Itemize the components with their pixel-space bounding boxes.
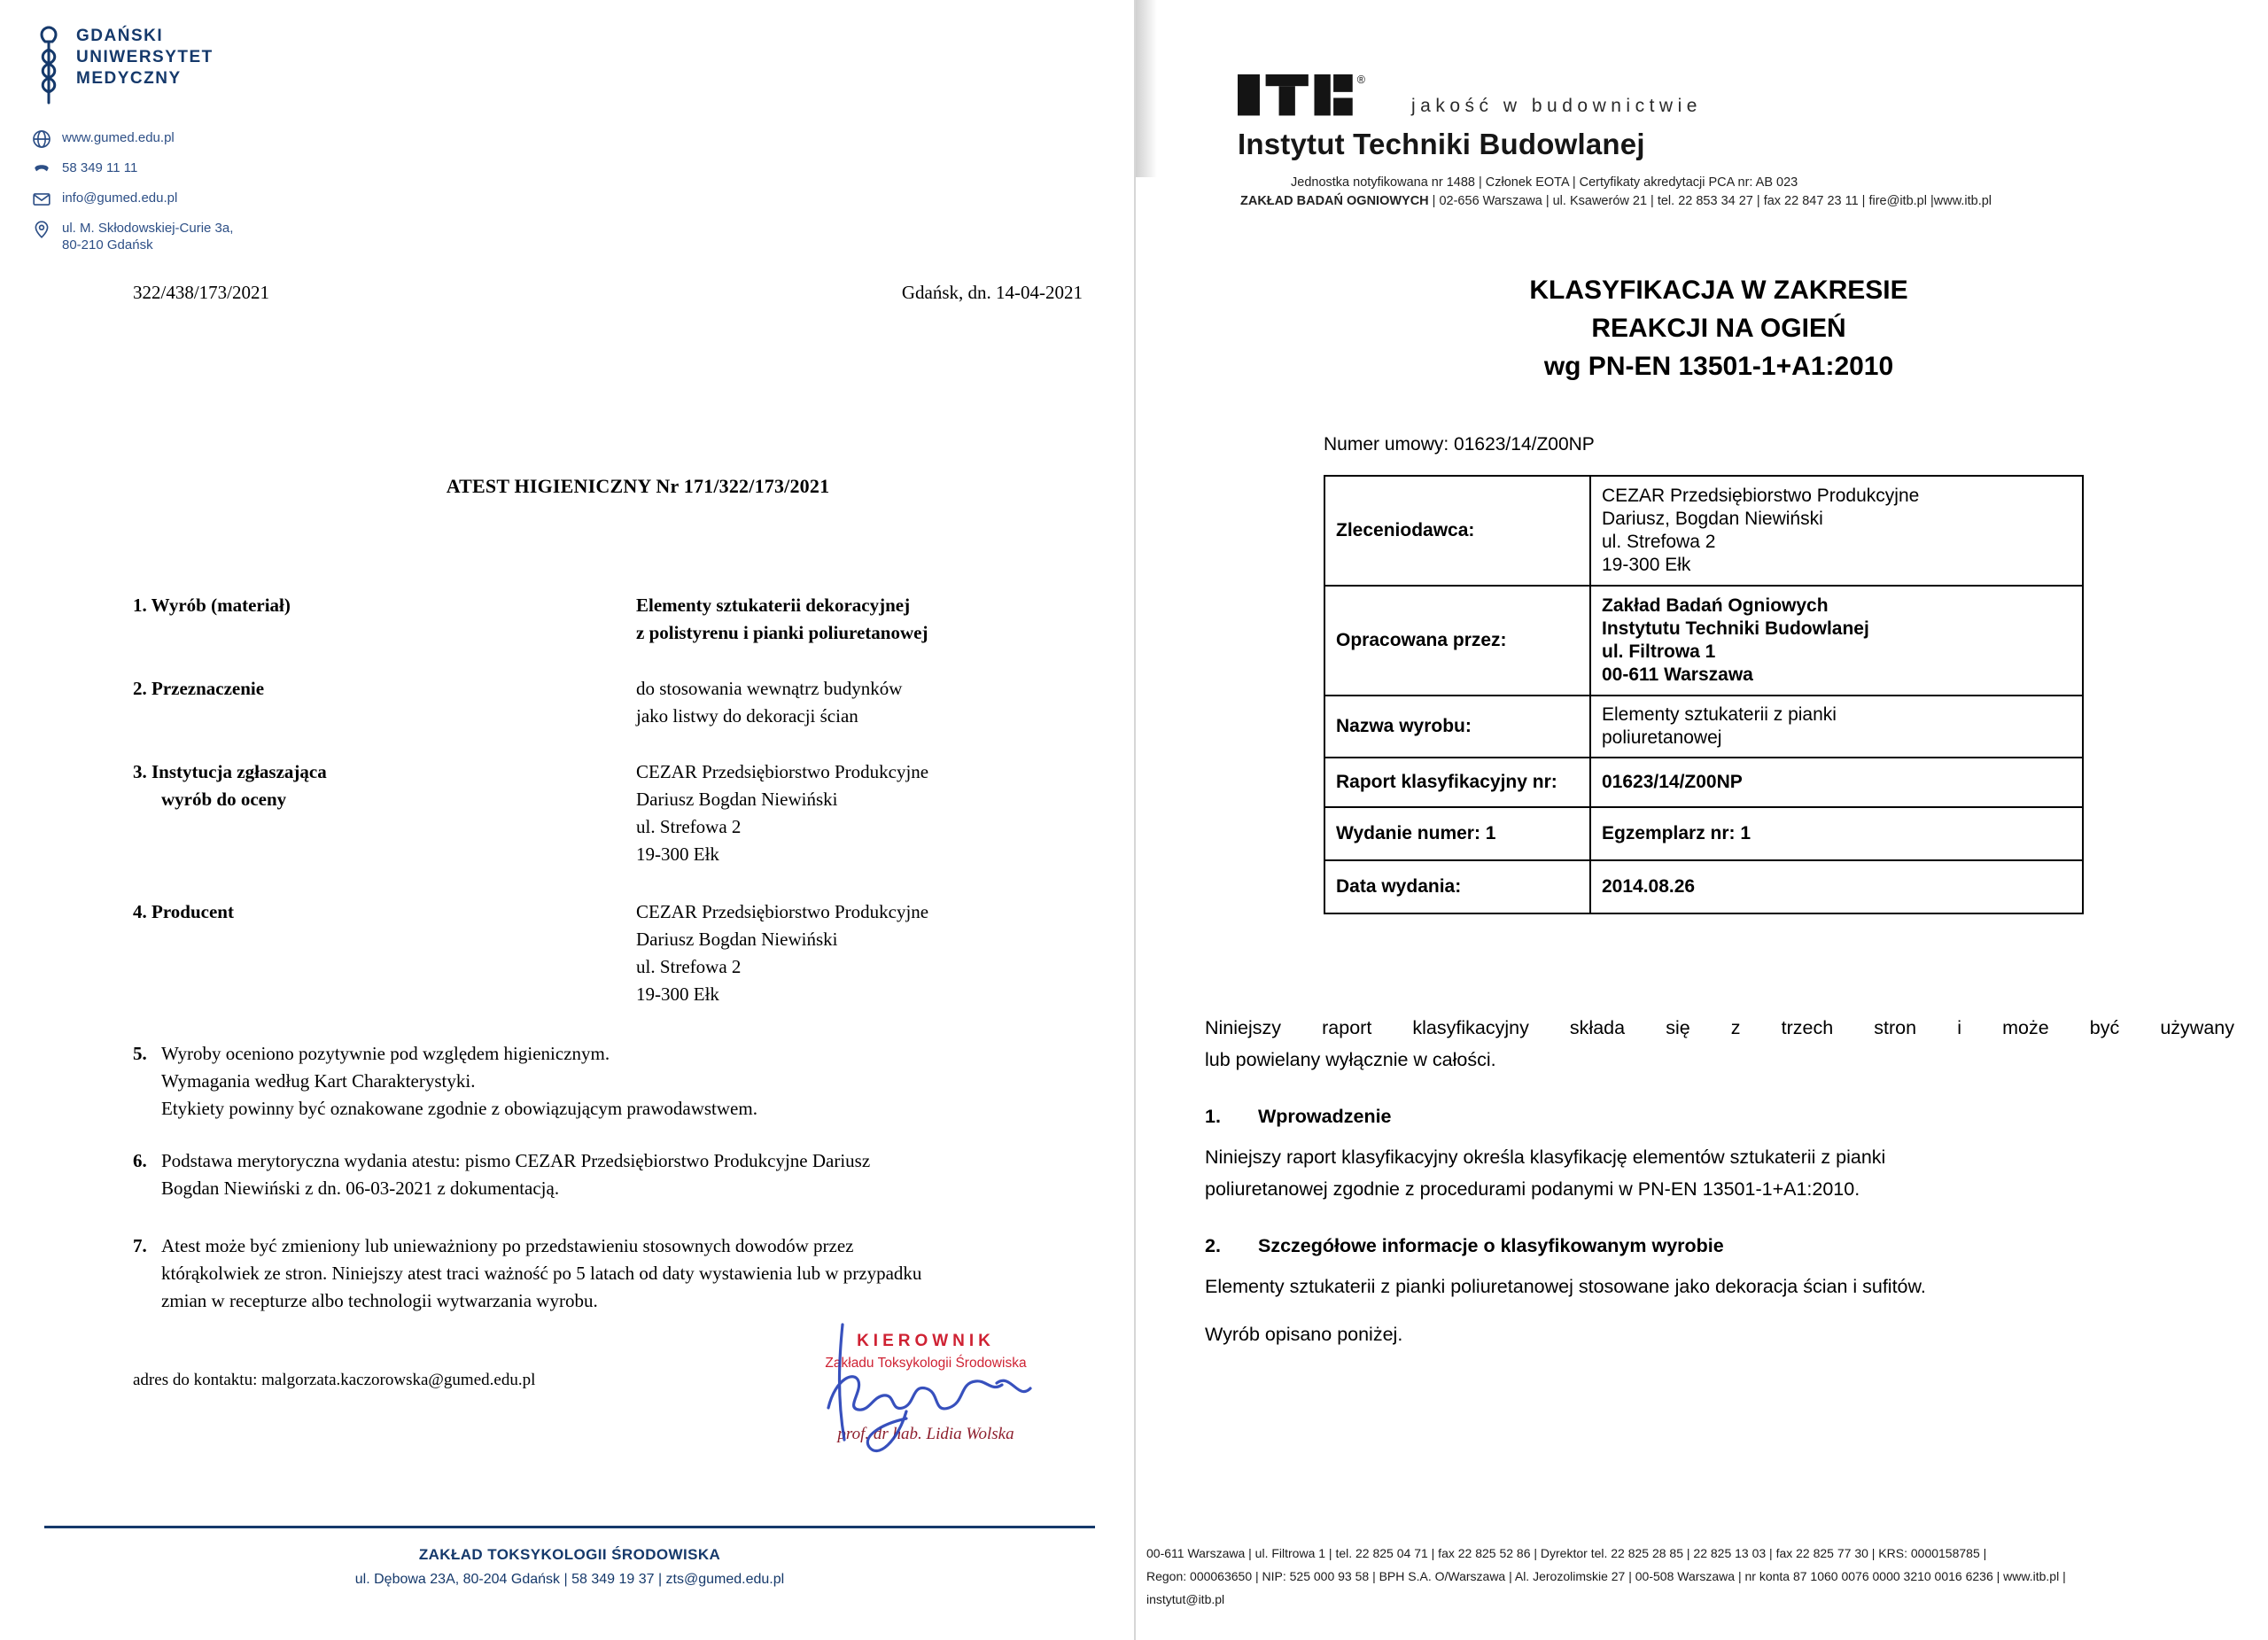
stamp-unit: Zakładu Toksykologii Środowiska	[825, 1356, 1027, 1371]
section-1-body: Niniejszy raport klasyfikacyjny określa klasyfikację elementów sztukaterii z pianki poliuretanowej zgodnie z procedurami podanymi w PN-EN 13501-1+A1:2010.	[1205, 1146, 1886, 1200]
university-name-line: GDAŃSKI	[76, 27, 164, 45]
place-and-date: Gdańsk, dn. 14-04-2021	[901, 282, 1083, 303]
gumed-logo	[30, 21, 214, 106]
paragraph-basis: 6. Podstawa merytoryczna wydania atestu: pismo CEZAR Przedsiębiorstwo Produkcyjne Dariusz Bogdan Niewiński z dn. 06-03-2021 z dokumentacją.	[133, 1150, 871, 1199]
item-purpose: 2. Przeznaczenie do stosowania wewnątrz budynków jako listwy do dekoracji ścian	[133, 678, 903, 727]
certificate-title: ATEST HIGIENICZNY Nr 171/322/173/2021	[446, 475, 830, 497]
contact-row-phone	[32, 159, 233, 179]
notified-body-line: Jednostka notyfikowana nr 1488 | Członek EOTA | Certyfikaty akredytacji PCA nr: AB 023	[1291, 175, 1798, 190]
classification-table	[1324, 475, 2084, 914]
classification-title: KLASYFIKACJA W ZAKRESIE REAKCJI NA OGIEŃ wg PN-EN 13501-1+A1:2010	[1529, 276, 1908, 381]
institute-name: Instytut Techniki Budowlanej	[1238, 128, 1645, 160]
section-2-body: Elementy sztukaterii z pianki poliuretanowej stosowane jako dekoracja ścian i sufitów.	[1205, 1276, 1926, 1297]
university-contact-block	[32, 129, 233, 264]
right-document	[1134, 0, 2268, 1640]
paragraph-validity: 7. Atest może być zmieniony lub unieważniony po przedstawieniu stosownych dowodów przez którąkolwiek ze stron. Niniejszy atest traci ważność po 5 latach od daty wystawienia lub w przypadku zmian w recepturze albo technologii wytwarzania wyrobu.	[133, 1235, 922, 1311]
itb-header	[1238, 73, 1992, 208]
contact-email: info@gumed.edu.pl	[62, 190, 178, 206]
footer-address: ul. Dębowa 23A, 80-204 Gdańsk | 58 349 19 37 | zts@gumed.edu.pl	[354, 1572, 785, 1587]
intro-paragraph: Niniejszy raport klasyfikacyjny składa się z trzech stron i może być używany lub powielany wyłącznie w całości.	[1205, 1017, 2234, 1070]
row-label: Raport klasyfikacyjny nr:	[1324, 758, 1590, 807]
stamp-role: KIEROWNIK	[857, 1332, 995, 1350]
row-label: Wydanie numer: 1	[1324, 807, 1590, 860]
table-row	[1324, 860, 2083, 913]
contact-note: adres do kontaktu: malgorzata.kaczorowska@gumed.edu.pl	[133, 1371, 536, 1389]
right-footer: 00-611 Warszawa | ul. Filtrowa 1 | tel. 22 825 04 71 | fax 22 825 52 86 | Dyrektor tel. 22 825 28 85 | 22 825 13 03 | fax 22 825 77 30 | KRS: 0000158785 | Regon: 000063650 | NIP: 525 000 93 58 | BPH S.A. O/Warszawa | Al. Jerozolimskie 27 | 00-508 Warszawa | nr konta 87 1060 0076 0000 3210 0016 6236 | www.itb.pl | instytut@itb.pl	[1146, 1546, 2066, 1606]
section-1-heading: 1. Wprowadzenie	[1205, 1106, 1392, 1127]
contact-row-email	[32, 190, 233, 209]
gumed-caduceus-icon	[30, 21, 67, 106]
contact-row-website	[32, 129, 233, 149]
contact-website: www.gumed.edu.pl	[62, 130, 175, 145]
mail-icon	[32, 190, 51, 209]
row-value: CEZAR Przedsiębiorstwo Produkcyjne Dariusz, Bogdan Niewiński ul. Strefowa 2 19-300 Ełk	[1590, 476, 2083, 586]
item-product: 1. Wyrób (materiał) Elementy sztukaterii dekoracyjnej z polistyrenu i pianki poliuretanowej	[133, 595, 928, 643]
fire-department-line: ZAKŁAD BADAŃ OGNIOWYCH | 02-656 Warszawa | ul. Ksawerów 21 | tel. 22 853 34 27 | fax 22 847 23 11 | fire@itb.pl |www.itb.pl	[1240, 194, 1992, 208]
itb-logo-icon	[1238, 73, 1378, 119]
table-row	[1324, 696, 2083, 758]
reference-number: 322/438/173/2021	[133, 282, 270, 303]
table-row	[1324, 476, 2083, 586]
signature-stamp	[780, 1332, 1072, 1444]
table-row	[1324, 807, 2083, 860]
report-body	[1205, 1012, 2234, 1350]
phone-icon	[32, 159, 51, 179]
signer-name: prof. dr hab. Lidia Wolska	[837, 1425, 1014, 1443]
row-value: Zakład Badań Ogniowych Instytutu Techniki Budowlanej ul. Filtrowa 1 00-611 Warszawa	[1590, 586, 2083, 696]
section-2-heading: 2. Szczegółowe informacje o klasyfikowanym wyrobie	[1205, 1235, 1724, 1256]
location-icon	[32, 220, 51, 239]
paragraph-assessment: 5. Wyroby oceniono pozytywnie pod względem higienicznym. Wymagania według Kart Charakterystyki. Etykiety powinny być oznakowane zgodnie z obowiązującym prawodawstwem.	[133, 1043, 757, 1119]
registered-mark: ®	[1356, 73, 1365, 86]
contract-number: Numer umowy: 01623/14/Z00NP	[1324, 434, 1595, 455]
globe-icon	[32, 129, 51, 149]
left-footer	[44, 1526, 1095, 1588]
row-value: Elementy sztukaterii z pianki poliuretanowej	[1590, 696, 2083, 758]
item-producer: 4. Producent CEZAR Przedsiębiorstwo Produkcyjne Dariusz Bogdan Niewiński ul. Strefowa 2 19-300 Ełk	[133, 901, 929, 1005]
row-label: Opracowana przez:	[1324, 586, 1590, 696]
product-note: Wyrób opisano poniżej.	[1205, 1324, 1403, 1345]
row-label: Zleceniodawca:	[1324, 476, 1590, 586]
row-value: 01623/14/Z00NP	[1590, 758, 2083, 807]
university-name-line: MEDYCZNY	[76, 69, 182, 88]
contact-phone: 58 349 11 11	[62, 160, 138, 175]
table-row	[1324, 758, 2083, 807]
itb-tagline: jakość w budownictwie	[1411, 96, 1702, 116]
item-applicant: 3. Instytucja zgłaszająca wyrób do oceny CEZAR Przedsiębiorstwo Produkcyjne Dariusz Bogdan Niewiński ul. Strefowa 2 19-300 Ełk	[133, 761, 929, 865]
contact-row-address	[32, 220, 233, 253]
row-label: Nazwa wyrobu:	[1324, 696, 1590, 758]
university-name	[76, 21, 214, 89]
row-value: Egzemplarz nr: 1	[1590, 807, 2083, 860]
table-row	[1324, 586, 2083, 696]
row-label: Data wydania:	[1324, 860, 1590, 913]
university-name-line: UNIWERSYTET	[76, 48, 214, 66]
certificate-body	[133, 592, 1116, 1315]
footer-department: ZAKŁAD TOKSYKOLOGII ŚRODOWISKA	[418, 1546, 721, 1563]
reference-row	[133, 282, 1083, 304]
contact-address: ul. M. Skłodowskiej-Curie 3a, 80-210 Gdańsk	[62, 221, 234, 253]
row-value: 2014.08.26	[1590, 860, 2083, 913]
